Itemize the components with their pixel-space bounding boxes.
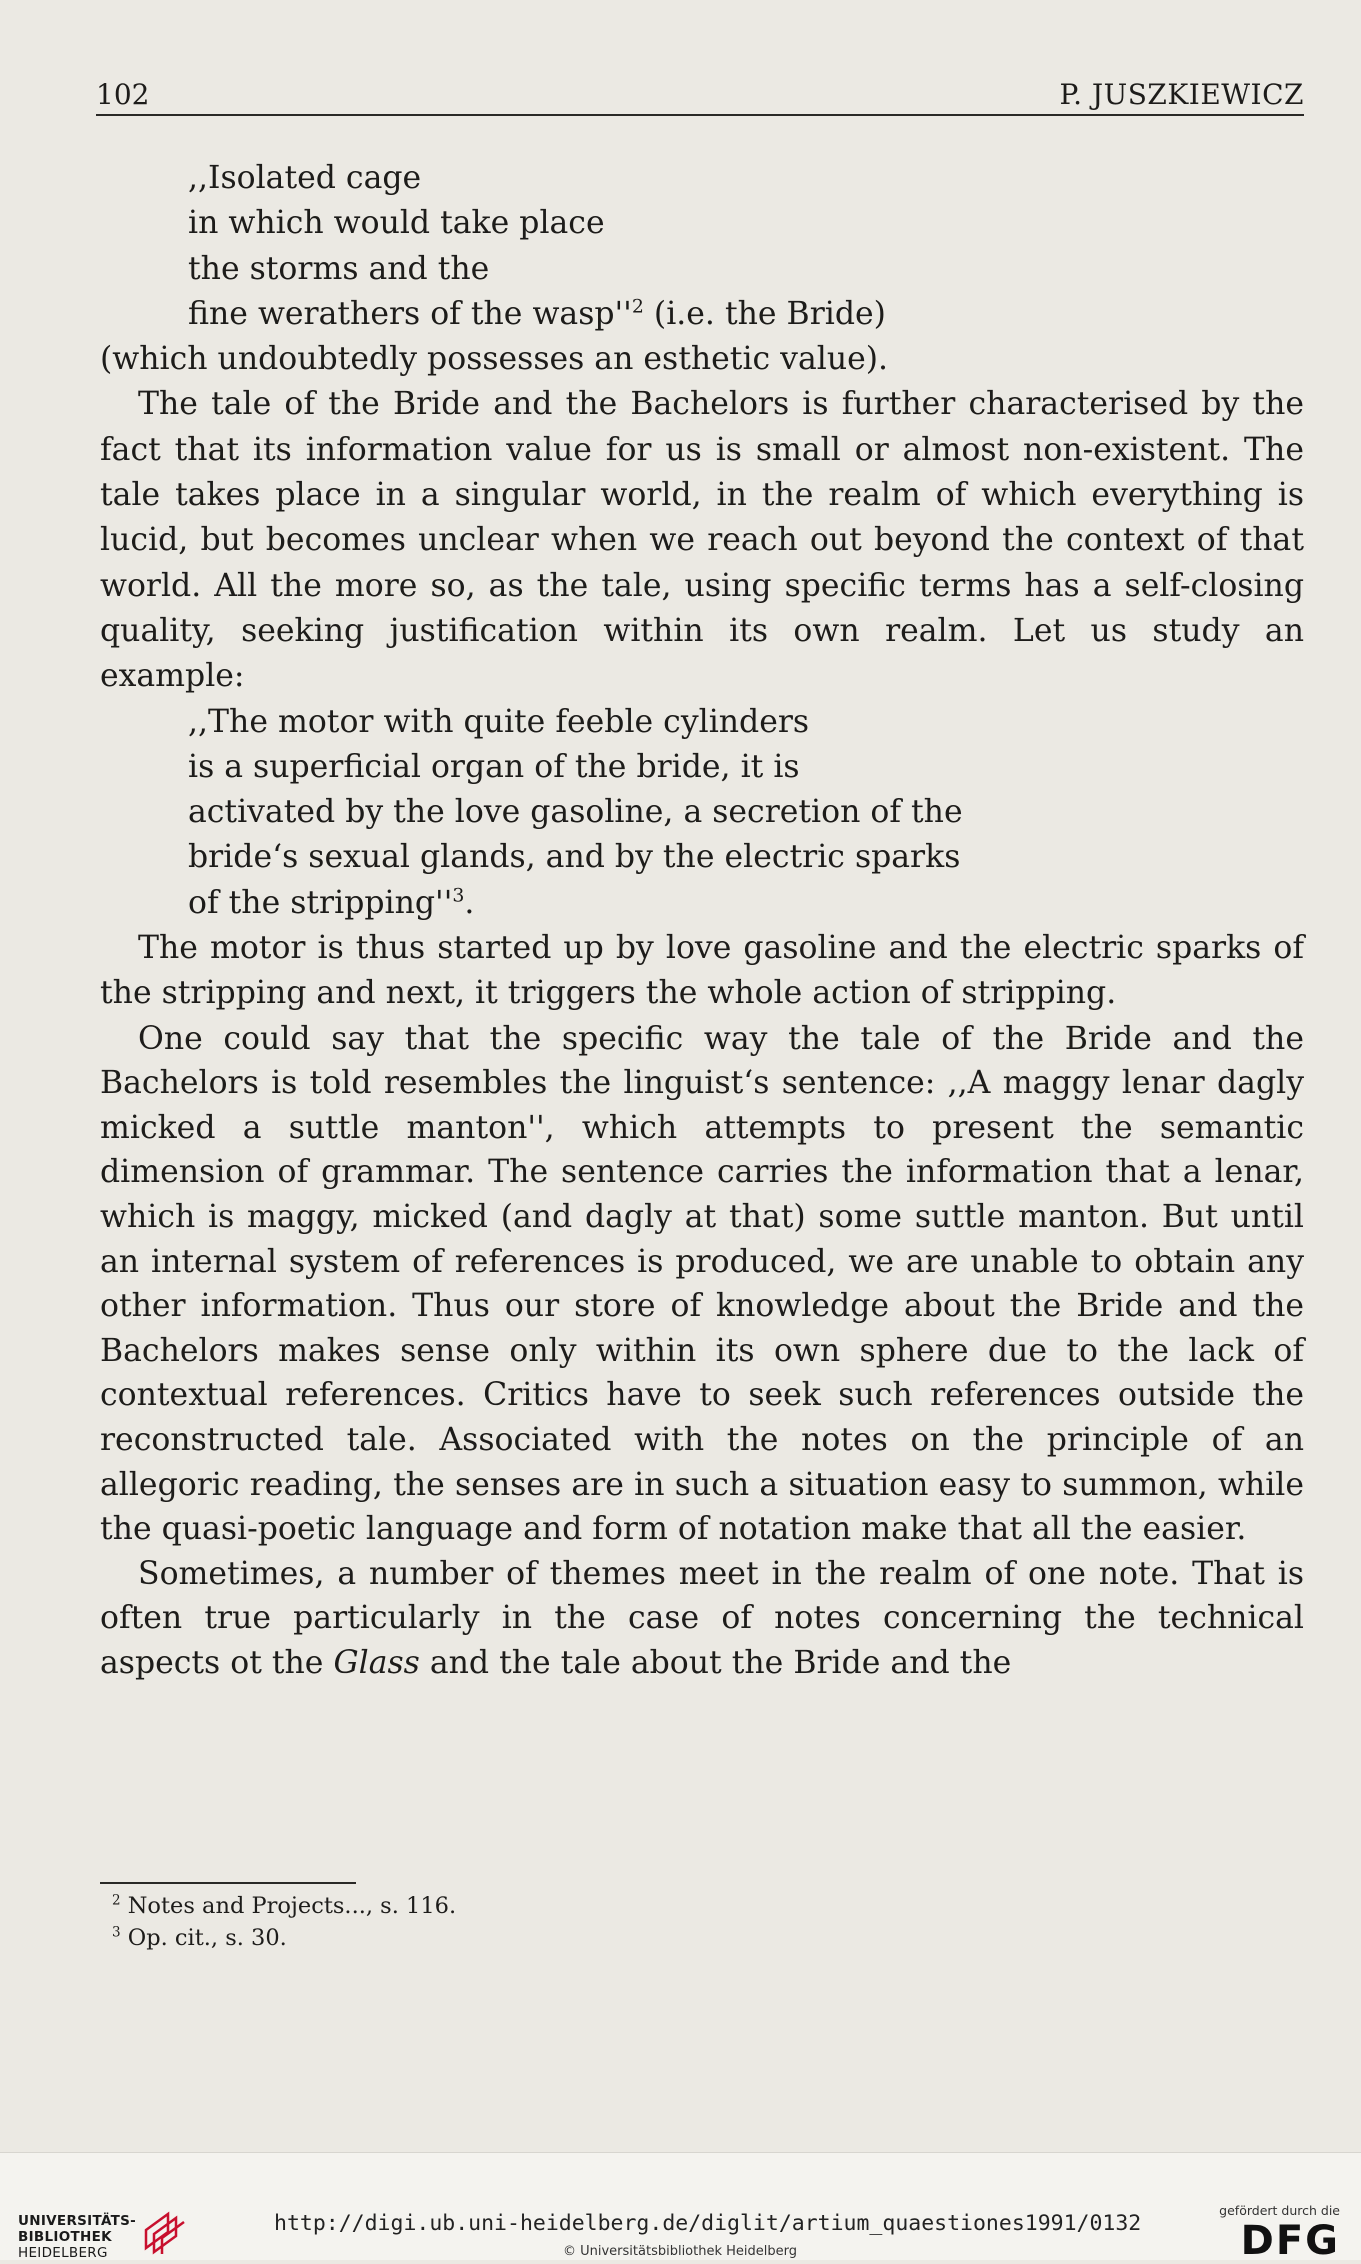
footnote-ref-3: 3 <box>452 884 465 907</box>
footnote-divider <box>100 1882 356 1884</box>
paragraph-1: The tale of the Bride and the Bachelors is further characterised by the fact that its information value for us is small or almost non-existent. The tale takes place in a singular world, in the realm of which everything is lucid, but becomes unclear when we reach out beyond the context of that world. All the more so, as the tale, using specific terms has a self-closing quality, seeking justification within its own realm. Let us study an example: <box>100 386 1304 695</box>
library-logo-line: HEIDELBERG <box>18 2245 108 2261</box>
quote-line-text: fine werathers of the wasp'' <box>188 295 632 332</box>
paragraph-4-text: Sometimes, a number of themes meet in the realm of one note. That is often true particularly in the case of notes concerning the technical aspects ot the <box>100 1555 1304 1681</box>
dfg-logo: DFG <box>1240 2218 1340 2264</box>
library-logo-line: BIBLIOTHEK <box>18 2229 112 2245</box>
paragraph-4-text-end: and the tale about the Bride and the <box>419 1644 1012 1681</box>
quote-line: in which would take place <box>188 205 605 242</box>
page-number: 102 <box>96 78 150 111</box>
quote-line-tail: . <box>464 884 475 921</box>
running-head <box>96 78 1304 116</box>
running-head-author: P. JUSZKIEWICZ <box>1059 78 1304 111</box>
footnote-number: 3 <box>112 1924 121 1941</box>
copyright-text: © Universitätsbibliothek Heidelberg <box>562 2244 797 2259</box>
paragraph-3: One could say that the specific way the tale of the Bride and the Bachelors is told resembles the linguist‘s sentence: ,,A maggy lenar dagly micked a suttle manton'', which attempts to present the semantic dimension of grammar. The sentence carries the information that a lenar, which is maggy, micked (and dagly at that) some suttle manton. But until an internal system of references is produced, we are unable to obtain any other information. Thus our store of knowledge about the Bride and the Bachelors makes sense only within its own sphere due to the lack of contextual references. Critics have to seek such references outside the reconstructed tale. Associated with the notes on the principle of an allegoric reading, the senses are in such a situation easy to summon, while the quasi-poetic language and form of notation make that all the easier. <box>100 1020 1304 1548</box>
quote-line <box>100 292 1304 337</box>
footnote <box>112 1922 456 1954</box>
footnote-ref-2: 2 <box>631 295 644 318</box>
document-url[interactable]: http://digi.ub.uni-heidelberg.de/diglit/artium_quaestiones1991/0132 <box>274 2211 1142 2236</box>
quote-line: ,,The motor with quite feeble cylinders <box>188 703 810 740</box>
main-text <box>100 156 1304 1686</box>
quote-line: ,,Isolated cage <box>188 160 422 196</box>
after-quote-line: (which undoubtedly possesses an esthetic value). <box>100 341 889 378</box>
quote-line <box>100 881 1304 926</box>
funded-by-text: gefördert durch die <box>1219 2203 1340 2218</box>
footnote <box>112 1890 456 1922</box>
quote-line-text: of the stripping'' <box>188 884 453 921</box>
library-logo-line: UNIVERSITÄTS- <box>18 2213 137 2229</box>
library-mark-icon <box>140 2208 188 2256</box>
footnote-text: Notes and Projects..., s. 116. <box>120 1893 457 1919</box>
footnote-number: 2 <box>112 1892 121 1909</box>
quote-line: the storms and the <box>188 250 490 287</box>
paragraph-2: The motor is thus started up by love gasoline and the electric sparks of the stripping and next, it triggers the whole action of stripping. <box>100 930 1304 1012</box>
footnote-text: Op. cit., s. 30. <box>120 1925 287 1951</box>
quote-line: is a superficial organ of the bride, it is <box>188 748 800 785</box>
italic-title: Glass <box>333 1644 420 1681</box>
quote-line-tail: (i.e. the Bride) <box>643 295 886 332</box>
quote-line: activated by the love gasoline, a secretion of the <box>188 794 963 831</box>
paragraph-4 <box>100 1552 1304 1686</box>
quote-line: bride‘s sexual glands, and by the electric sparks <box>188 839 961 876</box>
footnotes <box>112 1890 456 1954</box>
